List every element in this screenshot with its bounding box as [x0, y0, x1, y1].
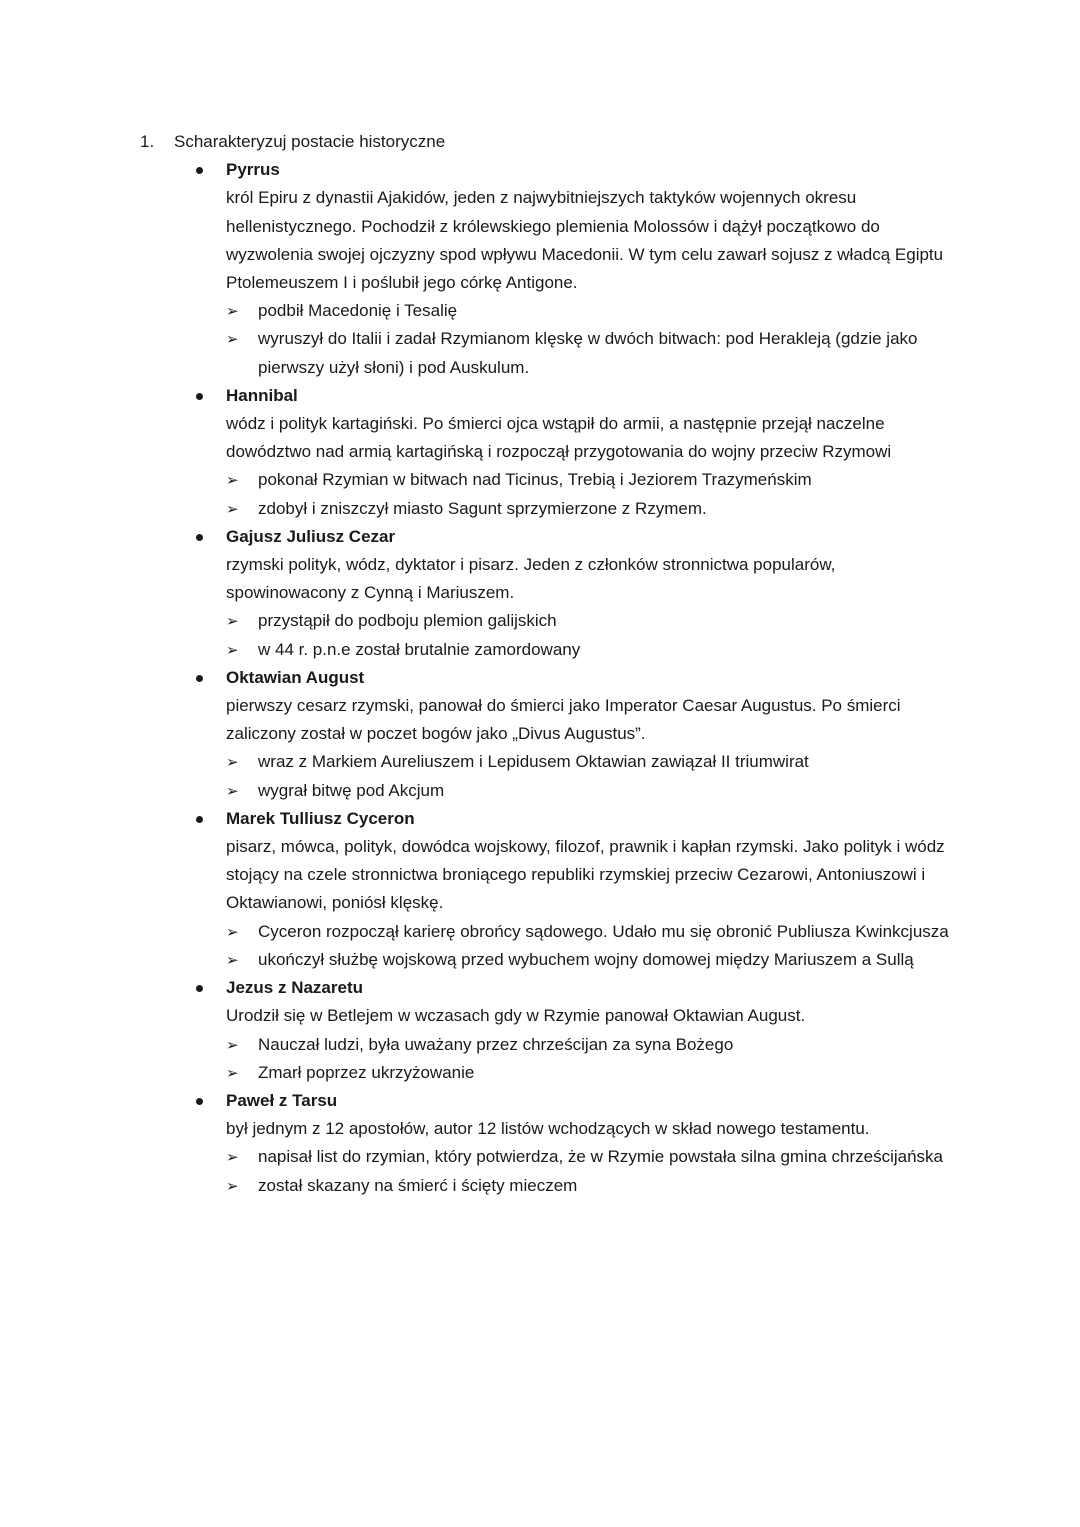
fact-text: wygrał bitwę pod Akcjum — [258, 780, 445, 800]
person-description: pierwszy cesarz rzymski, panował do śmierci jako Imperator Caesar Augustus. Po śmierci zaliczony został w poczet bogów jako „Divus Augustus”. — [226, 696, 901, 744]
person-item-cyceron — [140, 805, 960, 974]
fact-item — [226, 495, 960, 523]
fact-text: ukończył służbę wojskową przed wybuchem wojny domowej między Mariuszem a Sullą — [258, 949, 914, 969]
person-item-cezar — [140, 523, 960, 664]
person-name: Pyrrus — [226, 160, 280, 180]
fact-text: został skazany na śmierć i ścięty mieczem — [258, 1175, 578, 1195]
fact-text: Cyceron rozpoczął karierę obrońcy sądowego. Udało mu się obronić Publiusza Kwinkcjusza — [258, 921, 949, 941]
fact-text: zdobył i zniszczył miasto Sagunt sprzymierzone z Rzymem. — [258, 498, 707, 518]
bullet-dot-icon — [196, 167, 203, 174]
bullet-dot-icon — [196, 1098, 203, 1105]
people-list — [140, 156, 960, 1200]
person-name: Gajusz Juliusz Cezar — [226, 526, 396, 546]
document-content — [140, 128, 960, 1200]
arrow-bullet-icon: ➢ — [226, 640, 239, 659]
fact-text: wraz z Markiem Aureliuszem i Lepidusem Oktawian zawiązał II triumwirat — [258, 752, 809, 772]
fact-item — [226, 325, 960, 381]
person-description: król Epiru z dynastii Ajakidów, jeden z najwybitniejszych taktyków wojennych okresu hellenistycznego. Pochodził z królewskiego plemienia Molossów i dążył początkowo do wyzwolenia swojej ojczyzny spod wpływu Macedonii. W tym celu zawarł sojusz z władcą Egiptu Ptolemeuszem I i poślubił jego córkę Antigone. — [226, 188, 944, 293]
arrow-bullet-icon: ➢ — [226, 1148, 239, 1167]
person-item-pyrrus — [140, 156, 960, 382]
arrow-bullet-icon: ➢ — [226, 781, 239, 800]
fact-text: pokonał Rzymian w bitwach nad Ticinus, Trebią i Jeziorem Trazymeńskim — [258, 470, 812, 490]
person-name: Paweł z Tarsu — [226, 1090, 338, 1110]
fact-item — [226, 297, 960, 325]
arrow-bullet-icon: ➢ — [226, 1176, 239, 1195]
question-text: Scharakteryzuj postacie historyczne — [174, 132, 446, 151]
bullet-dot-icon — [196, 534, 203, 541]
question-number: 1. — [140, 132, 155, 151]
arrow-bullet-icon: ➢ — [226, 471, 239, 490]
question-heading — [140, 128, 960, 156]
fact-item — [226, 777, 960, 805]
fact-text: napisał list do rzymian, który potwierdza, że w Rzymie powstała silna gmina chrześcijańska — [258, 1147, 943, 1167]
fact-text: w 44 r. p.n.e został brutalnie zamordowany — [258, 639, 581, 659]
arrow-bullet-icon: ➢ — [226, 753, 239, 772]
fact-list — [226, 466, 960, 522]
person-name: Jezus z Nazaretu — [226, 978, 363, 998]
bullet-dot-icon — [196, 393, 203, 400]
fact-text: przystąpił do podboju plemion galijskich — [258, 611, 557, 631]
person-description: był jednym z 12 apostołów, autor 12 listów wchodzących w skład nowego testamentu. — [226, 1119, 870, 1139]
arrow-bullet-icon: ➢ — [226, 1035, 239, 1054]
fact-list — [226, 297, 960, 382]
arrow-bullet-icon: ➢ — [226, 302, 239, 321]
fact-item — [226, 1172, 960, 1200]
fact-list — [226, 1031, 960, 1087]
fact-text: Nauczał ludzi, była uważany przez chrześcijan za syna Bożego — [258, 1034, 734, 1054]
fact-text: podbił Macedonię i Tesalię — [258, 301, 458, 321]
arrow-bullet-icon: ➢ — [226, 499, 239, 518]
arrow-bullet-icon: ➢ — [226, 330, 239, 349]
bullet-dot-icon — [196, 675, 203, 682]
arrow-bullet-icon: ➢ — [226, 612, 239, 631]
arrow-bullet-icon: ➢ — [226, 922, 239, 941]
arrow-bullet-icon: ➢ — [226, 950, 239, 969]
fact-item — [226, 466, 960, 494]
fact-item — [226, 1031, 960, 1059]
fact-item — [226, 946, 960, 974]
fact-list — [226, 748, 960, 804]
fact-item — [226, 918, 960, 946]
bullet-dot-icon — [196, 816, 203, 823]
person-description: pisarz, mówca, polityk, dowódca wojskowy, filozof, prawnik i kapłan rzymski. Jako polityk i wódz stojący na czele stronnictwa broniącego republiki rzymskiej przeciw Cezarowi, Antoniuszowi i Oktawianowi, poniósł klęskę. — [226, 837, 945, 913]
fact-item — [226, 607, 960, 635]
fact-list — [226, 1143, 960, 1199]
person-item-jezus — [140, 974, 960, 1087]
person-name: Oktawian August — [226, 667, 365, 687]
fact-item — [226, 1143, 960, 1171]
person-item-hannibal — [140, 382, 960, 523]
bullet-dot-icon — [196, 985, 203, 992]
person-description: wódz i polityk kartagiński. Po śmierci ojca wstąpił do armii, a następnie przejął naczelne dowództwo nad armią kartagińską i rozpoczął przygotowania do wojny przeciw Rzymowi — [226, 414, 892, 462]
person-item-oktawian — [140, 664, 960, 805]
person-name: Marek Tulliusz Cyceron — [226, 808, 415, 828]
person-description: Urodził się w Betlejem w wczasach gdy w Rzymie panował Oktawian August. — [226, 1006, 806, 1026]
fact-text: wyruszył do Italii i zadał Rzymianom klęskę w dwóch bitwach: pod Herakleją (gdzie jako pierwszy użył słoni) i pod Auskulum. — [258, 329, 918, 377]
fact-item — [226, 1059, 960, 1087]
fact-list — [226, 607, 960, 663]
fact-list — [226, 918, 960, 974]
fact-text: Zmarł poprzez ukrzyżowanie — [258, 1062, 475, 1082]
arrow-bullet-icon: ➢ — [226, 1063, 239, 1082]
fact-item — [226, 636, 960, 664]
person-item-pawel — [140, 1087, 960, 1200]
person-description: rzymski polityk, wódz, dyktator i pisarz. Jeden z członków stronnictwa popularów, spowinowacony z Cynną i Mariuszem. — [226, 555, 836, 603]
person-name: Hannibal — [226, 385, 298, 405]
fact-item — [226, 748, 960, 776]
